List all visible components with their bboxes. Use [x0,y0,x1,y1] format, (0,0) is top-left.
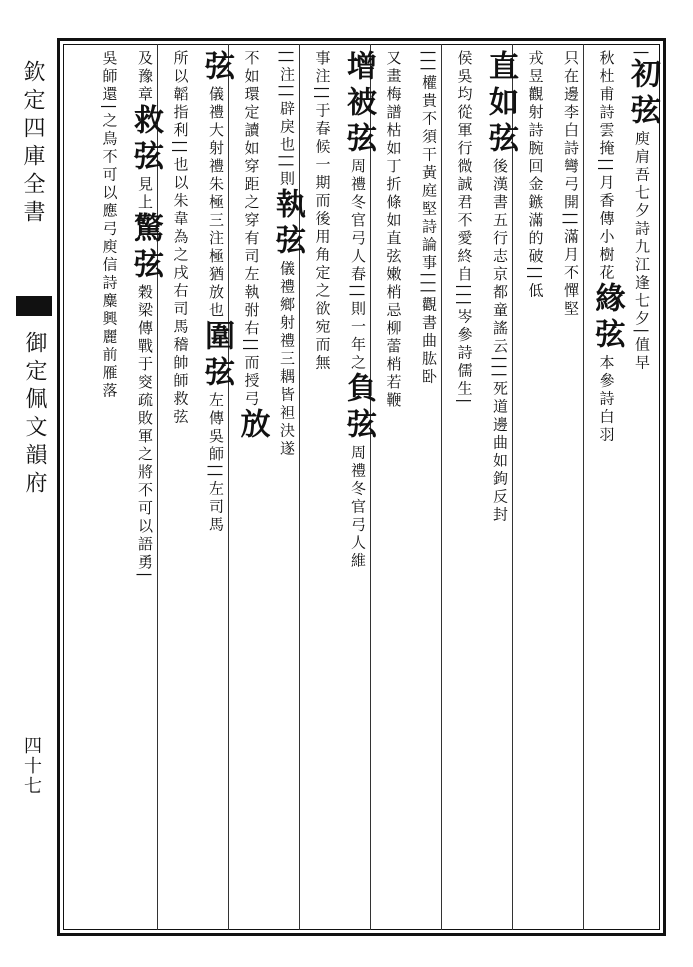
headword: 圍弦 [199,320,234,392]
fish-tail-mark [16,296,52,316]
annotation: |之鳥不可以應弓庾信詩麋興麗前雁落 [100,104,119,401]
headword: 驚弦 [128,212,163,284]
annotation: 吳師還 [100,50,119,104]
headword: 緣弦 [589,282,625,355]
headword: 負弦 [341,372,376,445]
annotation: 戌右司馬稽帥師救弦 [171,264,190,427]
annotation: 後漢書五行志京都童謠云|||死道邊曲如鉤反封 [491,158,509,525]
headword: 放 [234,408,270,445]
annotation: 不如環定讀如穿距之穿 [242,50,261,230]
annotation: 有司左執弣右||而授弓 [242,230,261,409]
annotation: 儀禮大射禮朱極三注極猶放也 [207,86,225,320]
text-column [267,50,307,458]
text-column [480,50,520,524]
headword: 增被弦 [341,50,376,158]
text-column [551,50,591,318]
headword: 救弦 [128,104,163,176]
annotation: |||權貴不須干黃庭堅詩論事|||觀書曲肱卧 [420,50,438,387]
headword: 執弦 [270,188,305,261]
annotation: 所以韜指利||也以朱韋為之 [171,50,190,265]
text-column [303,50,343,372]
annotation: 儀禮鄉射禮三耦皆袒決遂 [278,260,296,459]
annotation: 本參詩白羽 [597,354,616,445]
text-column [125,50,165,580]
annotation: 穀梁傳戰于窔疏敗軍之將不可以語勇| [136,284,154,581]
text-column [587,50,627,444]
page-margin [14,46,54,926]
page-number: 四十七 [21,736,42,796]
annotation: 事注||于春候一期而後用 [313,50,332,247]
annotation: 左傳吳師||左司馬 [207,392,225,535]
annotation: | [633,50,651,59]
text-column [161,50,201,426]
annotation: 戎昱觀射詩腕回金鏃滿的破||低 [526,50,545,301]
book-title: 欽定四庫全書 [20,60,45,228]
text-column [338,50,378,570]
annotation: 角定之欲宛而無 [313,246,332,373]
annotation: 及豫章 [136,50,154,104]
annotation: 見上 [136,176,154,212]
section-title: 御定佩文韻府 [22,331,47,499]
annotation: 又畫梅譜枯如丁折條如直弦嫩梢忌柳蕾梢若鞭 [384,50,403,410]
text-column [622,50,662,372]
headword: 初弦 [625,58,660,131]
annotation: 侯吳均從軍行微誠君不愛終自|||岑參詩儒生| [455,50,474,407]
text-column [232,50,272,444]
text-column [409,50,449,386]
text-column [90,50,130,400]
annotation: 周禮冬官弓人春||則一年之 [349,158,367,373]
annotation: 周禮冬官弓人維 [349,444,367,571]
text-column [374,50,414,410]
text-column [445,50,485,406]
text-column [516,50,556,300]
annotation: 庾肩吾七夕詩九江逢七夕|值早 [633,130,651,373]
annotation: ||注||辟戾也||則 [278,50,296,189]
text-column [196,50,236,534]
annotation: 只在邊李白詩彎弓開||滿月不憚堅 [562,50,580,319]
headword: 直如弦 [483,50,518,158]
annotation: 秋杜甫詩雲掩||月香傳小樹花 [597,50,616,283]
headword: 弦 [199,50,234,86]
